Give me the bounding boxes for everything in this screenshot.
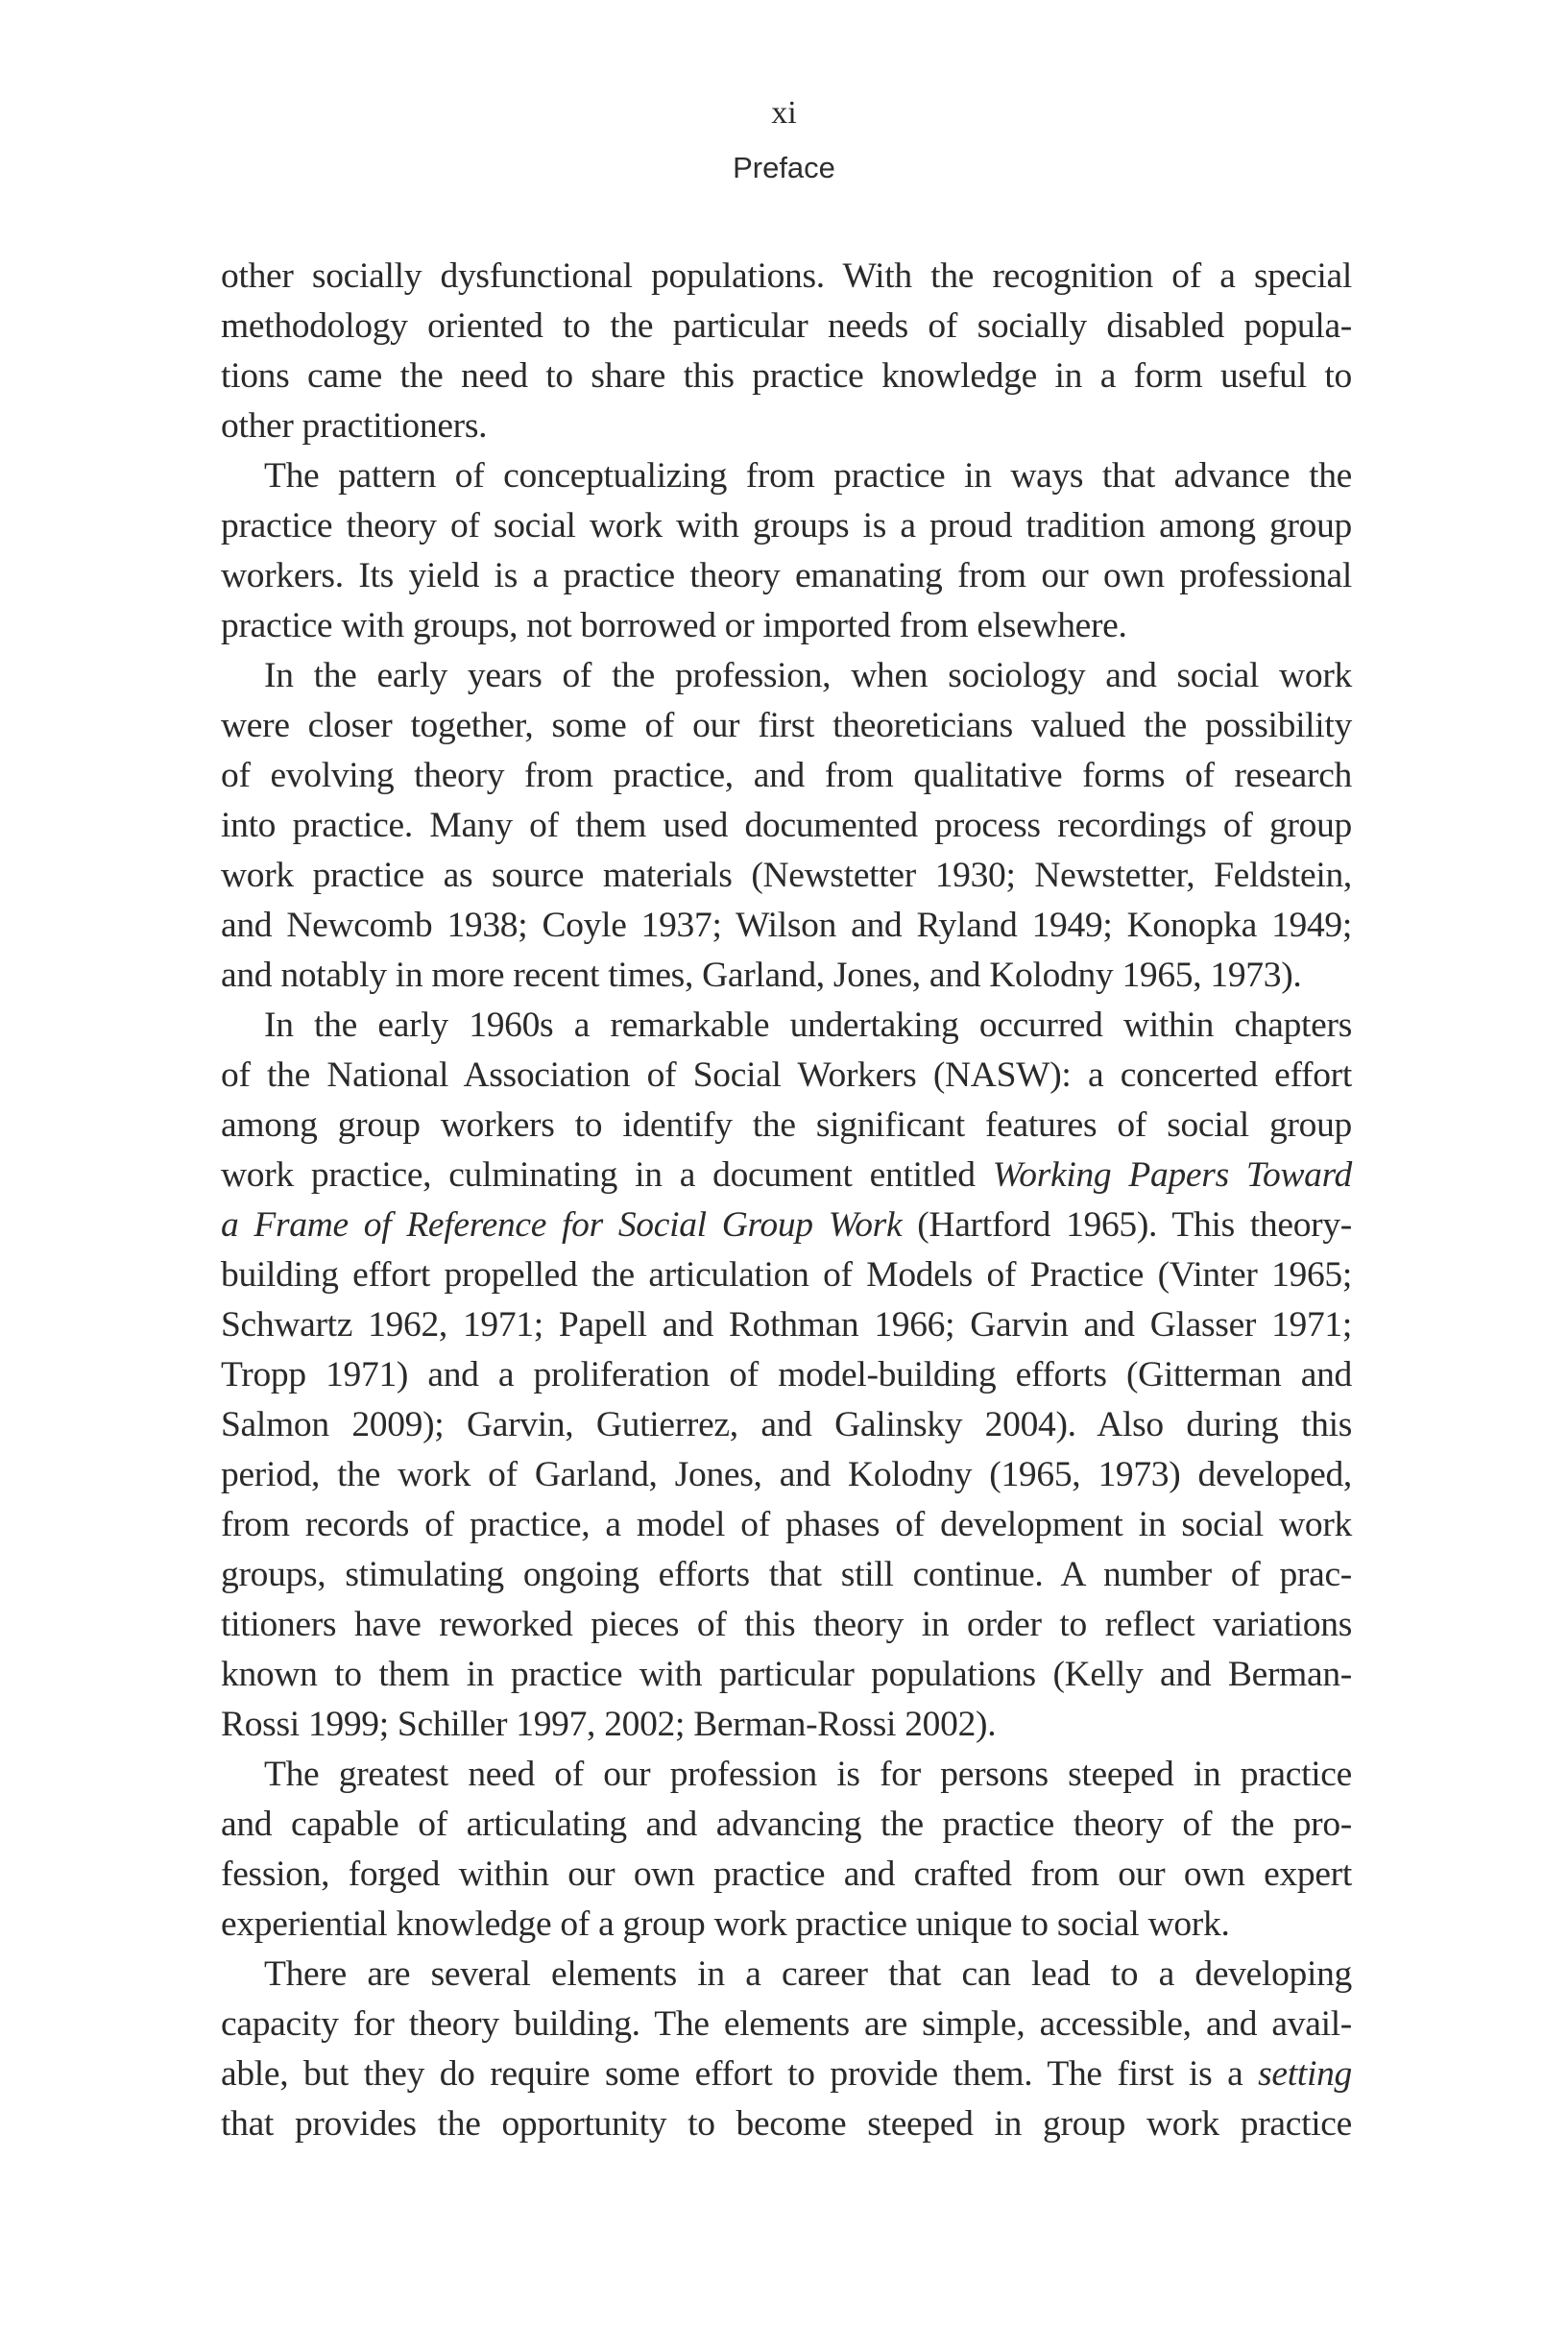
text-line <box>221 2099 1352 2149</box>
text-line <box>221 601 1352 651</box>
text-line <box>221 2000 1352 2049</box>
paragraph <box>221 651 1352 1001</box>
text-line <box>221 1200 1352 1250</box>
text-line <box>221 1400 1352 1450</box>
text-run: The greatest need of our profession is for persons steeped in practice <box>264 1755 1352 1794</box>
text-line <box>221 1650 1352 1700</box>
text-run: among group workers to identify the significant features of social group <box>221 1105 1352 1145</box>
paragraph <box>221 451 1352 651</box>
text-run: from records of practice, a model of phases of development in social work <box>221 1505 1352 1544</box>
text-line <box>221 1900 1352 1950</box>
text-run: other socially dysfunctional populations. With the recognition of a special <box>221 256 1352 296</box>
text-run: Schwartz 1962, 1971; Papell and Rothman 1966; Garvin and Glasser 1971; <box>221 1305 1352 1345</box>
text-line <box>221 1600 1352 1650</box>
text-line <box>221 1300 1352 1350</box>
text-run: and notably in more recent times, Garland, Jones, and Kolodny 1965, 1973). <box>221 956 1302 995</box>
text-run: work practice, culminating in a document entitled <box>221 1155 993 1195</box>
text-run: Salmon 2009); Garvin, Gutierrez, and Galinsky 2004). Also during this <box>221 1405 1352 1444</box>
paragraph <box>221 1750 1352 1950</box>
text-line <box>221 651 1352 701</box>
text-line <box>221 1350 1352 1400</box>
text-run: titioners have reworked pieces of this theory in order to reflect variations <box>221 1605 1352 1644</box>
italic-title: Working Papers Toward <box>992 1155 1352 1195</box>
page-number: xi <box>771 95 797 131</box>
italic-title: setting <box>1258 2054 1352 2094</box>
text-line <box>221 1001 1352 1051</box>
text-line <box>221 701 1352 751</box>
text-line <box>221 801 1352 851</box>
paragraph <box>221 1001 1352 1750</box>
text-run: There are several elements in a career that can lead to a developing <box>264 1954 1352 1994</box>
text-run: groups, stimulating ongoing efforts that still continue. A number of prac- <box>221 1555 1352 1594</box>
text-run: (Hartford 1965). This theory- <box>902 1205 1352 1245</box>
text-run: fession, forged within our own practice and crafted from our own expert <box>221 1855 1352 1894</box>
text-run: of evolving theory from practice, and from qualitative forms of research <box>221 756 1352 795</box>
text-run: and Newcomb 1938; Coyle 1937; Wilson and Ryland 1949; Konopka 1949; <box>221 906 1352 945</box>
text-line <box>221 302 1352 352</box>
paragraph <box>221 1950 1352 2149</box>
text-line <box>221 851 1352 901</box>
text-line <box>221 1750 1352 1800</box>
text-run: period, the work of Garland, Jones, and Kolodny (1965, 1973) developed, <box>221 1455 1352 1494</box>
text-line <box>221 901 1352 951</box>
text-line <box>221 1151 1352 1200</box>
text-run: able, but they do require some effort to provide them. The first is a <box>221 2054 1259 2094</box>
text-run: practice theory of social work with groups is a proud tradition among group <box>221 506 1352 546</box>
text-run: The pattern of conceptualizing from practice in ways that advance the <box>264 456 1352 496</box>
text-run: In the early years of the profession, when sociology and social work <box>264 656 1352 695</box>
text-run: capacity for theory building. The elements are simple, accessible, and avail- <box>221 2004 1352 2044</box>
text-run: practice with groups, not borrowed or imported from elsewhere. <box>221 606 1127 645</box>
text-line <box>221 1950 1352 2000</box>
text-line <box>221 1500 1352 1550</box>
text-run: known to them in practice with particular populations (Kelly and Berman- <box>221 1655 1352 1694</box>
text-line <box>221 501 1352 551</box>
text-run: other practitioners. <box>221 406 488 446</box>
text-line <box>221 2049 1352 2099</box>
text-run: Rossi 1999; Schiller 1997, 2002; Berman-Rossi 2002). <box>221 1705 997 1744</box>
text-run: tions came the need to share this practice knowledge in a form useful to <box>221 356 1352 396</box>
text-run: that provides the opportunity to become steeped in group work practice <box>221 2104 1352 2144</box>
text-line <box>221 1101 1352 1151</box>
paragraph <box>221 252 1352 451</box>
body-text <box>221 252 1352 2149</box>
text-run: methodology oriented to the particular needs of socially disabled popula- <box>221 306 1352 346</box>
text-run: workers. Its yield is a practice theory emanating from our own professional <box>221 556 1352 595</box>
text-run: and capable of articulating and advancing the practice theory of the pro- <box>221 1805 1352 1844</box>
text-line <box>221 551 1352 601</box>
text-run: of the National Association of Social Workers (NASW): a concerted effort <box>221 1055 1352 1095</box>
text-run: experiential knowledge of a group work practice unique to social work. <box>221 1904 1230 1944</box>
text-line <box>221 352 1352 401</box>
text-run: In the early 1960s a remarkable undertaking occurred within chapters <box>264 1006 1352 1045</box>
text-run: work practice as source materials (Newstetter 1930; Newstetter, Feldstein, <box>221 856 1352 895</box>
text-line <box>221 1550 1352 1600</box>
text-line <box>221 252 1352 302</box>
text-run: were closer together, some of our first theoreticians valued the possibility <box>221 706 1352 745</box>
text-run: into practice. Many of them used documented process recordings of group <box>221 806 1352 845</box>
text-line <box>221 401 1352 451</box>
text-line <box>221 1800 1352 1850</box>
text-run: Tropp 1971) and a proliferation of model-building efforts (Gitterman and <box>221 1355 1352 1394</box>
text-line <box>221 1450 1352 1500</box>
text-line <box>221 1700 1352 1750</box>
text-line <box>221 1850 1352 1900</box>
text-line <box>221 751 1352 801</box>
italic-title: a Frame of Reference for Social Group Work <box>221 1205 903 1245</box>
text-line <box>221 451 1352 501</box>
text-line <box>221 951 1352 1001</box>
text-line <box>221 1250 1352 1300</box>
text-line <box>221 1051 1352 1101</box>
text-run: building effort propelled the articulation of Models of Practice (Vinter 1965; <box>221 1255 1352 1295</box>
running-head: Preface <box>733 151 835 184</box>
